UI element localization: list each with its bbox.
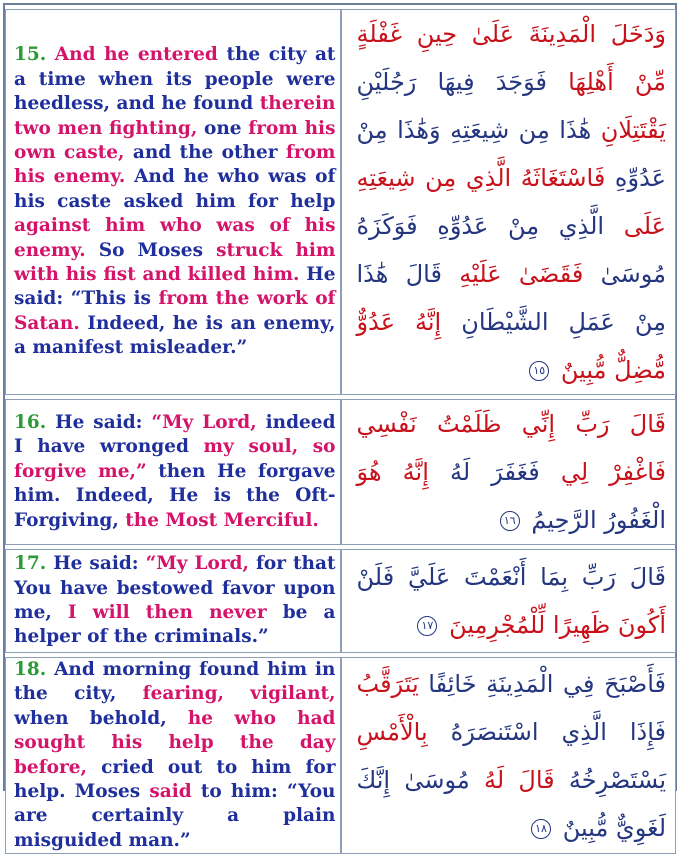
english-translation bbox=[14, 44, 336, 358]
translation-segment: my soul, so forgive me,” bbox=[14, 436, 336, 482]
verse-table bbox=[5, 5, 676, 858]
translation-segment: “My Lord, bbox=[151, 411, 266, 433]
translation-segment: then He forgave him. bbox=[14, 460, 336, 507]
verse-end-marker: ١٦ bbox=[500, 511, 520, 531]
translation-segment: So Moses bbox=[98, 239, 217, 261]
arabic-segment: مُوسَىٰ إِنَّكَ لَغَوِيٌّ مُّبِينٌ bbox=[356, 765, 666, 842]
translation-segment: cried out to him for help. bbox=[14, 756, 336, 803]
translation-segment: Moses bbox=[74, 781, 150, 803]
translation-segment: from the work of Satan. bbox=[14, 288, 336, 334]
translation-segment: I will then never bbox=[67, 602, 283, 623]
english-translation bbox=[14, 412, 336, 531]
verse-end-marker: ١٧ bbox=[417, 616, 437, 636]
arabic-cell bbox=[342, 549, 677, 653]
arabic-segment: فَأَصْبَحَ فِي الْمَدِينَةِ خَائِفًا bbox=[418, 669, 666, 698]
translation-segment: the Most Merciful. bbox=[125, 509, 319, 531]
arabic-cell bbox=[342, 399, 677, 545]
arabic-cell bbox=[342, 657, 677, 854]
translation-segment: when behold, bbox=[14, 707, 188, 729]
verse-row bbox=[5, 399, 676, 545]
translation-segment: And he bbox=[54, 44, 138, 66]
arabic-segment: يَقْتَتِلَانِ bbox=[591, 116, 666, 144]
verse-end-marker: ١٥ bbox=[529, 361, 549, 381]
translation-segment: and the other bbox=[132, 141, 286, 163]
translation-segment: to him: “You are certainly a plain misguided man.” bbox=[14, 781, 336, 851]
translation-segment: Indeed, He is the Oft-Forgiving, bbox=[14, 485, 336, 531]
arabic-segment: الَّذِي مِنْ عَدُوِّهِ فَوَكَزَهُ مُوسَىٰ bbox=[356, 212, 666, 288]
arabic-cell bbox=[342, 9, 677, 395]
verse-number: 15. bbox=[14, 44, 47, 66]
verse-row bbox=[5, 549, 676, 653]
translation-segment: He said: bbox=[55, 411, 152, 433]
arabic-segment: يَتَرَقَّبُ bbox=[356, 669, 419, 698]
arabic-segment: فَقَضَىٰ عَلَيْهِ bbox=[441, 260, 584, 288]
verse-number: 17. bbox=[14, 553, 47, 575]
translation-segment: from his enemy. bbox=[14, 141, 336, 188]
arabic-segment: قَالَ رَبِّ إِنِّي ظَلَمْتُ نَفْسِي bbox=[356, 410, 666, 438]
verse-row bbox=[5, 657, 676, 854]
arabic-text bbox=[357, 670, 667, 842]
arabic-segment: فَاسْتَغَاثَهُ الَّذِي مِن شِيعَتِهِ عَلَى bbox=[356, 164, 666, 240]
english-cell bbox=[5, 399, 342, 545]
verse-number: 16. bbox=[14, 411, 47, 433]
arabic-segment: الْغَفُورُ الرَّحِيمُ bbox=[531, 506, 666, 534]
verse-number: 18. bbox=[14, 659, 47, 680]
arabic-segment: فَوَجَدَ فِيهَا رَجُلَيْنِ bbox=[356, 68, 547, 96]
translation-segment: he who had sought his help bbox=[14, 707, 336, 754]
translation-segment: And morning found him in the city, bbox=[14, 659, 336, 705]
translation-segment: the day before, bbox=[14, 732, 336, 778]
english-translation bbox=[14, 553, 336, 647]
english-translation bbox=[14, 659, 336, 851]
translation-segment: fearing, vigilant, bbox=[142, 683, 336, 705]
translation-segment: the city at a time when its people were heedless, and he found bbox=[14, 44, 336, 115]
verse-end-marker: ١٨ bbox=[531, 819, 551, 839]
arabic-segment: يَسْتَصْرِخُهُ bbox=[554, 765, 666, 794]
arabic-text bbox=[357, 563, 667, 639]
arabic-segment: قَالَ لَهُ bbox=[469, 765, 555, 794]
arabic-segment: قَالَ هَٰذَا مِنْ عَمَلِ الشَّيْطَانِ bbox=[356, 260, 666, 336]
arabic-segment: أَكُونَ ظَهِيرًا لِّلْمُجْرِمِينَ bbox=[449, 611, 666, 639]
arabic-segment: فَإِذَا الَّذِي اسْتَنصَرَهُ bbox=[427, 717, 666, 746]
translation-segment: therein two men fighting, bbox=[14, 93, 336, 139]
arabic-segment: قَالَ رَبِّ بِمَا أَنْعَمْتَ عَلَيَّ فَلَنْ bbox=[356, 563, 666, 591]
translation-segment: He said: “This is bbox=[14, 264, 336, 310]
translation-segment: from his own caste, bbox=[14, 117, 336, 163]
arabic-segment: إِنَّهُ عَدُوٌّ مُّضِلٌّ مُّبِينٌ bbox=[356, 308, 666, 384]
translation-segment: entered bbox=[137, 44, 227, 66]
english-cell bbox=[5, 549, 342, 653]
arabic-text bbox=[357, 20, 667, 384]
translation-segment: for that You have bestowed favor upon me, bbox=[14, 553, 336, 623]
translation-segment: one bbox=[203, 117, 249, 139]
translation-segment: And he who was of his caste asked him for help bbox=[14, 166, 336, 212]
translation-segment: struck him with his fist and killed him. bbox=[14, 239, 336, 286]
english-cell bbox=[5, 9, 342, 395]
verse-row bbox=[5, 9, 676, 395]
translation-segment: said bbox=[149, 781, 201, 803]
arabic-segment: إِنَّهُ هُوَ bbox=[356, 458, 429, 486]
arabic-segment: هَٰذَا مِن شِيعَتِهِ وَهَٰذَا مِنْ عَدُوِّهِ bbox=[356, 116, 666, 192]
arabic-segment: بِالْأَمْسِ bbox=[356, 717, 428, 746]
english-cell bbox=[5, 657, 342, 854]
translation-segment: against him who was of his enemy. bbox=[14, 215, 336, 261]
translation-segment: indeed I have wronged bbox=[14, 411, 336, 458]
arabic-segment: فَغَفَرَ لَهُ bbox=[428, 458, 540, 486]
translation-segment: He said: bbox=[53, 553, 146, 575]
arabic-segment: وَدَخَلَ الْمَدِينَةَ عَلَىٰ حِينِ غَفْلَةٍ مِّنْ أَهْلِهَا bbox=[356, 20, 666, 96]
translation-segment: “My Lord, bbox=[145, 553, 256, 575]
arabic-segment: فَاغْفِرْ لِي bbox=[539, 458, 666, 486]
translation-segment: Indeed, he is an enemy, a manifest misleader.” bbox=[14, 312, 336, 359]
translation-segment: be a helper of the criminals.” bbox=[14, 602, 336, 648]
